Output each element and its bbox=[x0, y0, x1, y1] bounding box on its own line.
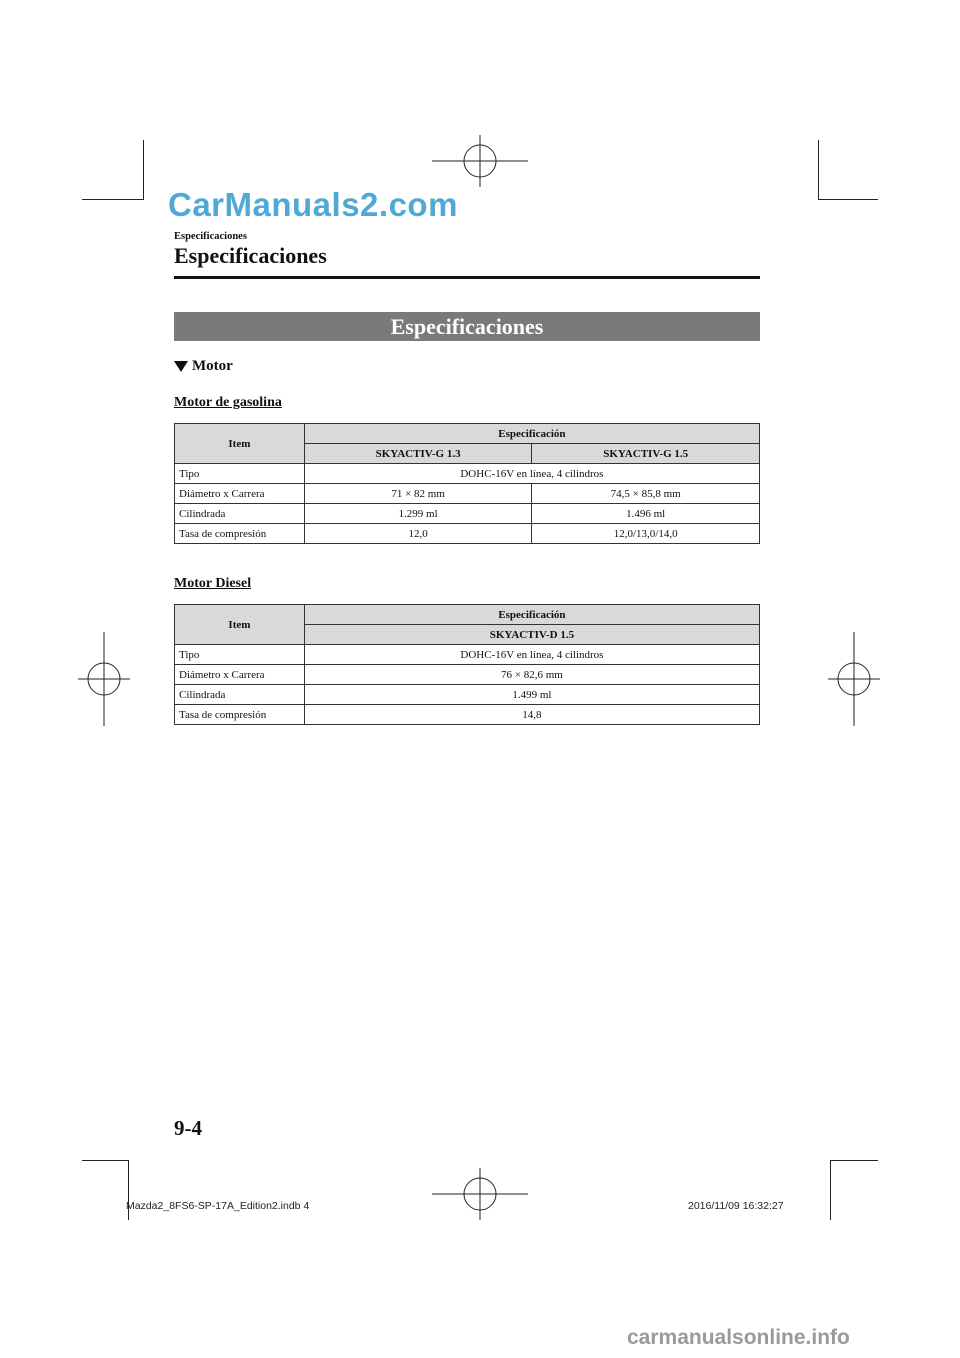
row-label: Tipo bbox=[175, 645, 305, 665]
row-value: 74,5 × 85,8 mm bbox=[532, 484, 760, 504]
header-col1: SKYACTIV-D 1.5 bbox=[304, 625, 759, 645]
header-col2: SKYACTIV-G 1.5 bbox=[532, 444, 760, 464]
header-col1: SKYACTIV-G 1.3 bbox=[304, 444, 532, 464]
table-row bbox=[175, 504, 760, 524]
header-item: Item bbox=[175, 424, 305, 464]
crop-mark bbox=[830, 1160, 878, 1161]
row-label: Tipo bbox=[175, 464, 305, 484]
registration-mark-icon bbox=[432, 1168, 528, 1220]
watermark-logo: CarManuals2.com bbox=[168, 186, 458, 223]
header-item: Item bbox=[175, 605, 305, 645]
section-banner: Especificaciones bbox=[174, 312, 760, 341]
table-row bbox=[175, 665, 760, 685]
page-title: Especificaciones bbox=[174, 243, 327, 268]
table-row bbox=[175, 464, 760, 484]
page-number: 9-4 bbox=[174, 1116, 202, 1140]
gasoline-spec-table bbox=[174, 423, 760, 544]
row-value: 1.299 ml bbox=[304, 504, 532, 524]
row-label: Cilindrada bbox=[175, 685, 305, 705]
row-value: 1.496 ml bbox=[532, 504, 760, 524]
row-value: DOHC-16V en línea, 4 cilindros bbox=[304, 645, 759, 665]
row-label: Cilindrada bbox=[175, 504, 305, 524]
crop-mark bbox=[818, 140, 819, 200]
title-rule bbox=[174, 276, 760, 279]
header-spec: Especificación bbox=[304, 424, 759, 444]
triangle-down-icon bbox=[174, 361, 188, 372]
table-row bbox=[175, 705, 760, 725]
table-row bbox=[175, 685, 760, 705]
row-label: Tasa de compresión bbox=[175, 524, 305, 544]
crop-mark bbox=[143, 140, 144, 200]
crop-mark bbox=[818, 199, 878, 200]
site-watermark: carmanualsonline.info bbox=[627, 1326, 850, 1349]
row-label: Diámetro x Carrera bbox=[175, 484, 305, 504]
row-value: 12,0/13,0/14,0 bbox=[532, 524, 760, 544]
row-label: Diámetro x Carrera bbox=[175, 665, 305, 685]
breadcrumb: Especificaciones bbox=[174, 231, 247, 242]
crop-mark bbox=[82, 1160, 129, 1161]
registration-mark-icon bbox=[432, 135, 528, 187]
row-value: DOHC-16V en línea, 4 cilindros bbox=[304, 464, 759, 484]
table-row bbox=[175, 645, 760, 665]
row-value: 76 × 82,6 mm bbox=[304, 665, 759, 685]
section-heading-text: Motor bbox=[192, 358, 233, 374]
diesel-spec-table bbox=[174, 604, 760, 725]
crop-mark bbox=[82, 199, 144, 200]
footer-filename: Mazda2_8FS6-SP-17A_Edition2.indb 4 bbox=[126, 1200, 310, 1212]
row-value: 1.499 ml bbox=[304, 685, 759, 705]
gasoline-heading: Motor de gasolina bbox=[174, 395, 282, 410]
row-value: 14,8 bbox=[304, 705, 759, 725]
diesel-heading: Motor Diesel bbox=[174, 576, 252, 591]
registration-mark-icon bbox=[828, 632, 880, 726]
row-value: 12,0 bbox=[304, 524, 532, 544]
crop-mark bbox=[830, 1160, 831, 1220]
section-heading bbox=[174, 358, 233, 375]
footer-timestamp: 2016/11/09 16:32:27 bbox=[688, 1200, 784, 1212]
header-spec: Especificación bbox=[304, 605, 759, 625]
registration-mark-icon bbox=[78, 632, 130, 726]
row-label: Tasa de compresión bbox=[175, 705, 305, 725]
table-row bbox=[175, 484, 760, 504]
table-row bbox=[175, 524, 760, 544]
row-value: 71 × 82 mm bbox=[304, 484, 532, 504]
